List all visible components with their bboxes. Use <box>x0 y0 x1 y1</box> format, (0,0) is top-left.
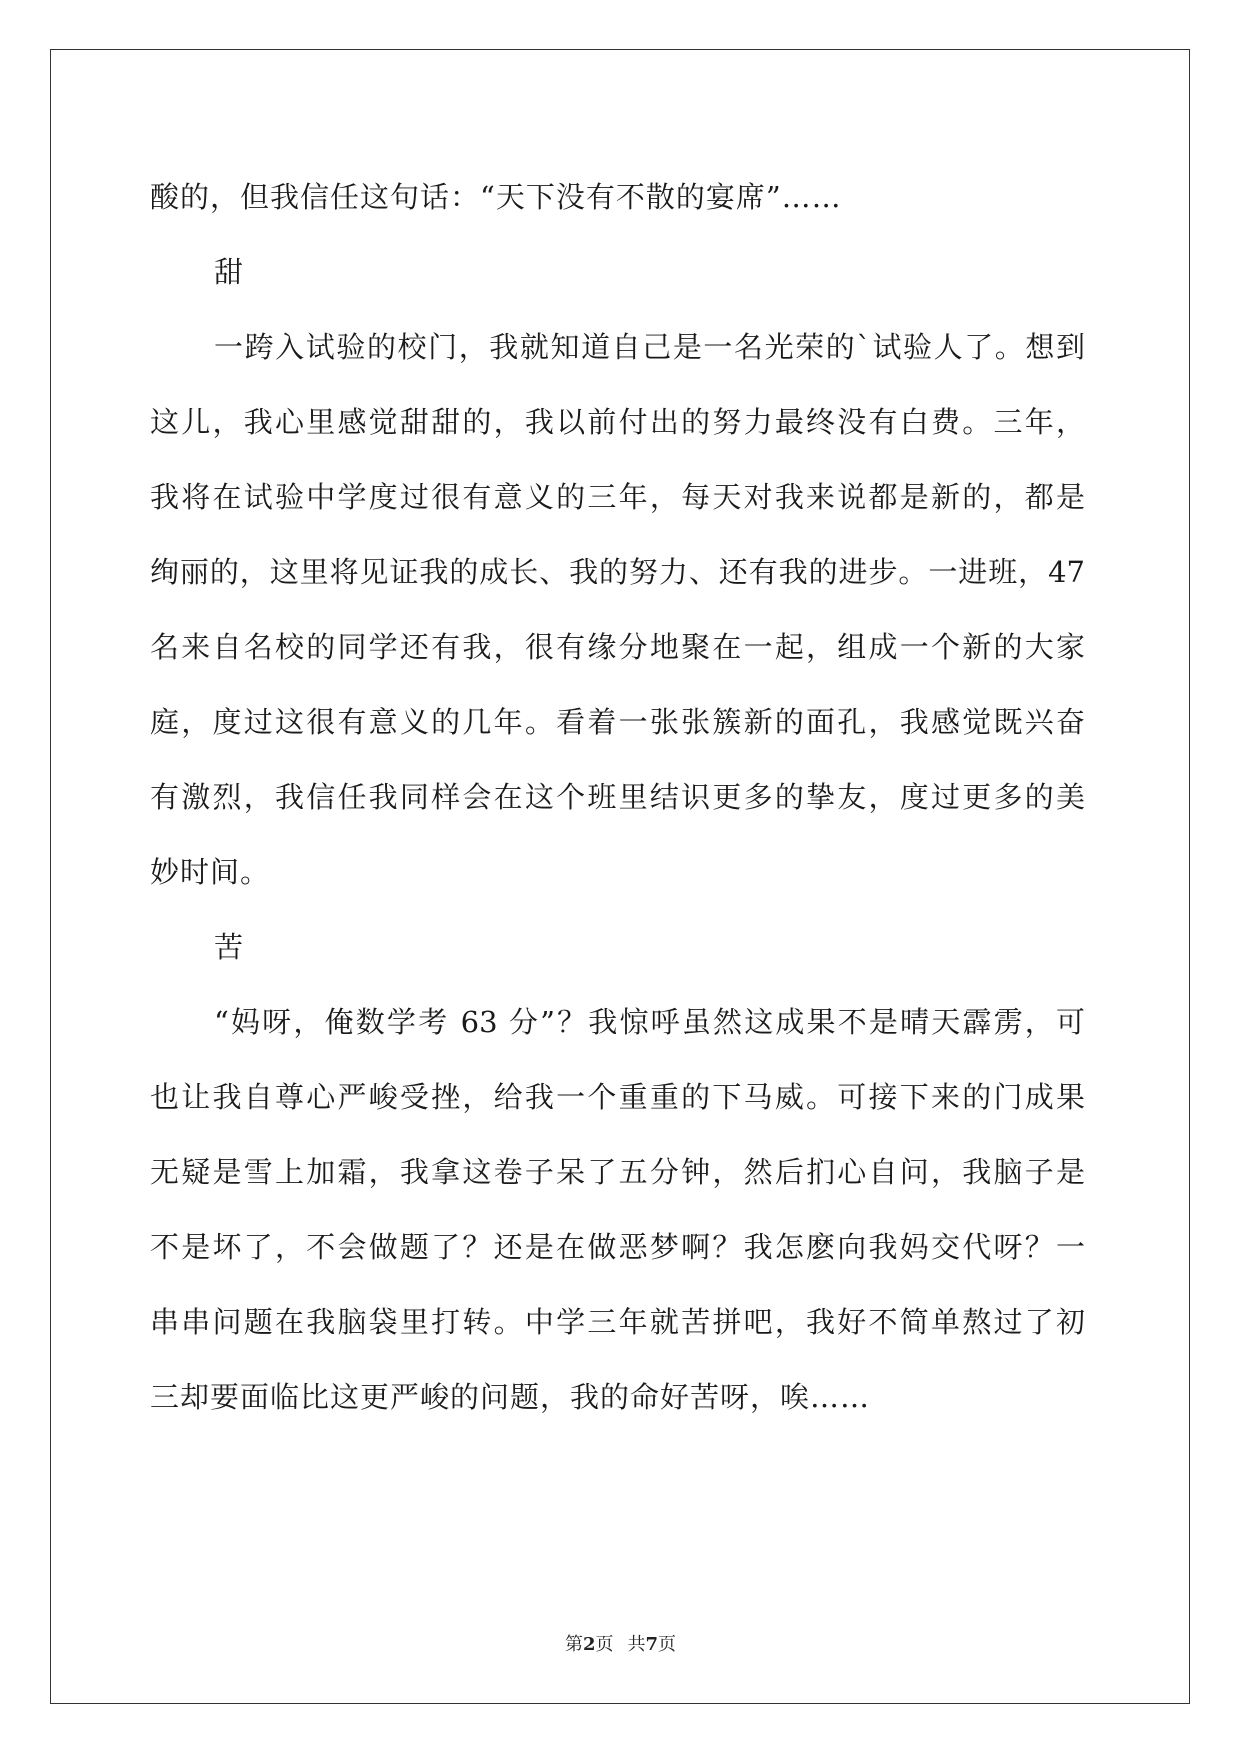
text-line: 名来自名校的同学还有我，很有缘分地聚在一起，组成一个新的大家 <box>150 630 1085 664</box>
section-heading-bitter: 苦 <box>214 930 245 964</box>
document-body <box>150 160 1085 1435</box>
page-footer <box>0 1630 1241 1656</box>
text-line: 有激烈，我信任我同样会在这个班里结识更多的挚友，度过更多的美 <box>150 780 1085 814</box>
text-line: 也让我自尊心严峻受挫，给我一个重重的下马威。可接下来的门成果 <box>150 1080 1085 1114</box>
text-line: 庭，度过这很有意义的几年。看着一张张簇新的面孔，我感觉既兴奋 <box>150 705 1085 739</box>
text-line: 我将在试验中学度过很有意义的三年，每天对我来说都是新的，都是 <box>150 480 1085 514</box>
text-line: 酸的，但我信任这句话：“天下没有不散的宴席”…… <box>150 180 842 214</box>
text-line: 不是坏了，不会做题了？还是在做恶梦啊？我怎麽向我妈交代呀？一 <box>150 1230 1085 1264</box>
section-heading-sweet: 甜 <box>214 255 245 289</box>
text-line: 一跨入试验的校门，我就知道自己是一名光荣的`试验人了。想到 <box>214 330 1085 364</box>
text-line: 绚丽的，这里将见证我的成长、我的努力、还有我的进步。一进班，47 <box>150 555 1085 589</box>
text-line: 串串问题在我脑袋里打转。中学三年就苦拼吧，我好不简单熬过了初 <box>150 1305 1085 1339</box>
text-line: “妈呀，俺数学考 63 分”？我惊呼虽然这成果不是晴天霹雳，可 <box>214 1005 1085 1039</box>
total-prefix: 共 <box>627 1634 646 1655</box>
total-page-number: 7 <box>645 1634 659 1655</box>
current-page-number: 2 <box>582 1634 596 1655</box>
page-suffix: 页 <box>595 1634 614 1655</box>
text-line: 妙时间。 <box>150 855 271 889</box>
total-suffix: 页 <box>658 1634 677 1655</box>
page-prefix: 第 <box>564 1634 583 1655</box>
text-line: 三却要面临比这更严峻的问题，我的命好苦呀，唉…… <box>150 1380 871 1414</box>
text-line: 这儿，我心里感觉甜甜的，我以前付出的努力最终没有白费。三年， <box>150 405 1085 439</box>
text-line: 无疑是雪上加霜，我拿这卷子呆了五分钟，然后扪心自问，我脑子是 <box>150 1155 1085 1189</box>
